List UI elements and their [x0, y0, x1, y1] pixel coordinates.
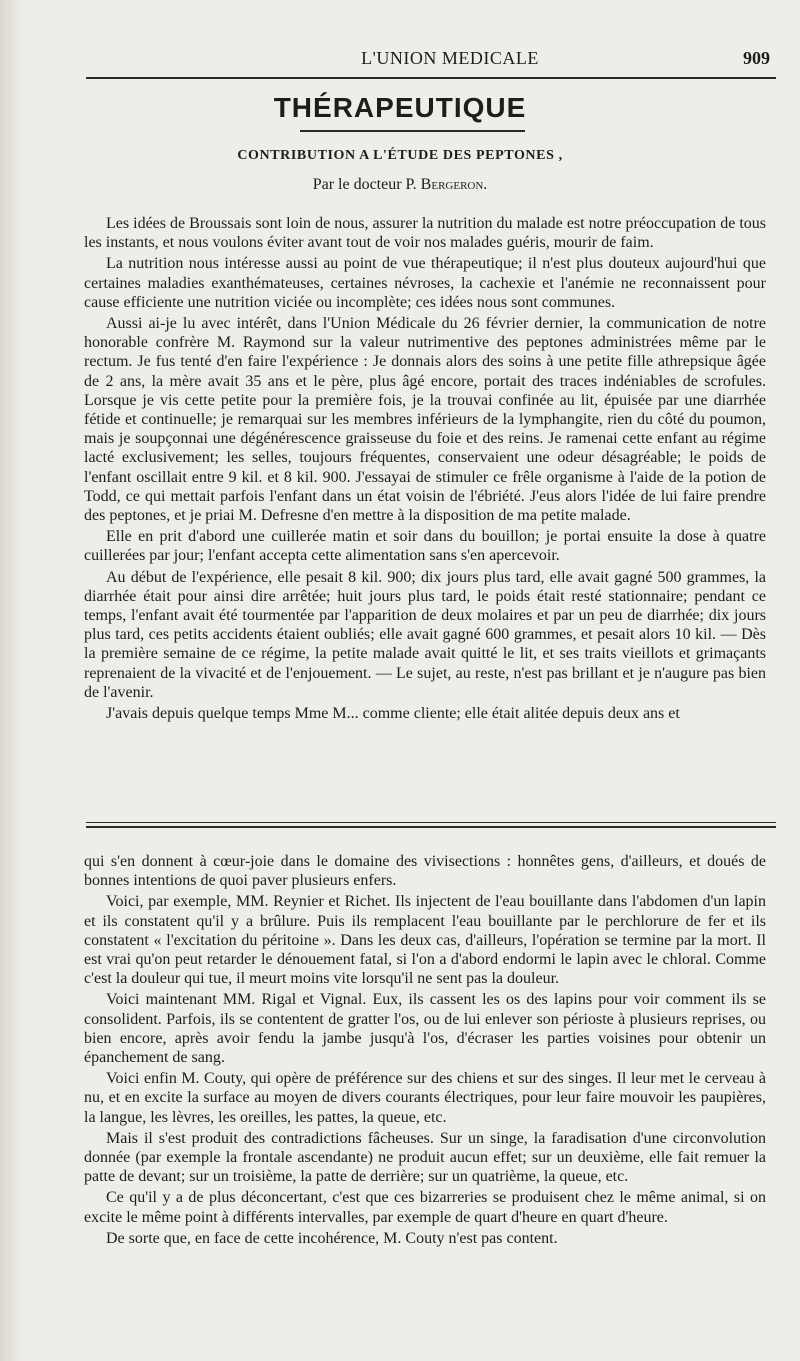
paragraph: Voici maintenant MM. Rigal et Vignal. Eux, ils cassent les os des lapins pour voir comment ils se consolident. Parfois, ils se contentent de gratter l'os, ou de lui enlever son périoste à plusieurs reprises, ou bien encore, après avoir fendu la jambe jusqu'à l'os, d'écraser les parties voisines pour obtenir un épanchement de sang.: [84, 991, 766, 1067]
journal-title: L'UNION MEDICALE: [361, 48, 539, 68]
header-rule: [86, 77, 776, 79]
running-header: [90, 40, 780, 80]
paragraph: Voici enfin M. Couty, qui opère de préférence sur des chiens et sur des singes. Il leur met le cerveau à nu, et en excite la surface au moyen de divers courants électriques, pour leur faire mouvoir les paupières, la langue, les lèvres, les oreilles, les pattes, la queue, etc.: [84, 1070, 766, 1126]
author-name: Bergeron.: [420, 176, 488, 193]
section-rule: [300, 130, 525, 132]
paragraph: La nutrition nous intéresse aussi au point de vue thérapeutique; il n'est plus douteux aujourd'hui que certaines maladies exanthémateuses, certaines névroses, la cachexie et l'anémie ne reconnaissent pour cause efficiente une nutrition viciée ou incomplète; ces idées nous sont communes.: [84, 255, 766, 311]
paragraph: Au début de l'expérience, elle pesait 8 kil. 900; dix jours plus tard, elle avait gagné 500 grammes, la diarrhée était pour ainsi dire arrêtée; huit jours plus tard, le poids était resté stationnaire; pendant ce temps, l'enfant avait été tourmentée par l'apparition de deux molaires et par un peu de diarrhée; dix jours plus tard, ces petits accidents étaient oubliés; elle avait gagné 600 grammes, et pesait alors 10 kil. — Dès la première semaine de ce régime, la petite malade avait quitté le lit, et ses traits vieillots et grimaçants reprenaient de la vivacité et de l'enjouement. — Le sujet, au reste, n'est pas brillant et je n'augure pas bien de l'avenir.: [84, 568, 766, 701]
page-edge-shadow: [0, 0, 22, 1361]
paragraph: Voici, par exemple, MM. Reynier et Richet. Ils injectent de l'eau bouillante dans l'abdomen d'un lapin et ils constatent qu'il y a brûlure. Puis ils remplacent l'eau bouillante par le perchlorure de fer et ils constatent « l'excitation du péritoine ». Dans les deux cas, d'ailleurs, l'opération se termine par la mort. Il est vrai qu'on peut retarder le dénouement fatal, si l'on a d'abord endormi le lapin avec le chloral. Comme c'est la douleur qui tue, il meurt moins vite lorsqu'il ne sent pas la douleur.: [84, 893, 766, 988]
byline-prefix: Par le docteur P.: [312, 176, 417, 193]
section-title: THÉRAPEUTIQUE: [273, 92, 527, 123]
article-title: CONTRIBUTION A L'ÉTUDE DES PEPTONES ,: [237, 148, 563, 163]
feuilleton-text: [84, 852, 766, 1250]
paragraph: qui s'en donnent à cœur-joie dans le domaine des vivisections : honnêtes gens, d'ailleurs, et doués de bonnes intentions de quoi paver plusieurs enfers.: [84, 853, 766, 890]
paragraph: Elle en prit d'abord une cuillerée matin et soir dans du bouillon; je portai ensuite la dose à quatre cuillerées par jour; l'enfant accepta cette alimentation sans s'en apercevoir.: [84, 528, 766, 565]
paragraph: Mais il s'est produit des contradictions fâcheuses. Sur un singe, la faradisation d'une circonvolution donnée (par exemple la frontale ascendante) ne produit aucun effet; sur un deuxième, elle fait remuer la patte de devant; sur un troisième, la patte de derrière; sur un quatrième, la queue, etc.: [84, 1129, 766, 1186]
main-article-text: [84, 214, 766, 725]
paragraph: Les idées de Broussais sont loin de nous, assurer la nutrition du malade est notre préoccupation de tous les instants, et nous voulons éviter avant tout de voir nos malades guéris, mourir de faim.: [84, 215, 766, 252]
byline: [0, 176, 800, 194]
page-number: 909: [743, 48, 770, 68]
paragraph: Aussi ai-je lu avec intérêt, dans l'Union Médicale du 26 février dernier, la communication de notre honorable confrère M. Raymond sur la valeur nutrimentive des peptones administrées même par le rectum. Je fus tenté d'en faire l'expérience : Je donnais alors des soins à une petite fille athrepsique âgée de 2 ans, la mère avait 35 ans et le père, plus âgé encore, portait des traces indéniables de scrofules. Lorsque je vis cette petite pour la première fois, je la trouvai confinée au lit, épuisée par une diarrhée fétide et continuelle; je remarquai sur les membres inférieurs de la lymphangite, rien du côté du poumon, mais je soupçonnai une dégénérescence graisseuse du foie et des reins. Je ramenai cette enfant au régime lacté exclusivement; les selles, toujours fréquentes, conservaient une odeur désagréable; le poids de l'enfant oscillait entre 9 kil. et 8 kil. 900. J'essayai de stimuler ce frêle organisme à l'aide de la potion de Todd, ce qui mettait parfois l'enfant dans un état voisin de l'ébriété. J'eus alors l'idée de lui faire prendre des peptones, et je priai M. Defresne d'en mettre à la disposition de ma petite malade.: [84, 315, 766, 525]
paragraph: De sorte que, en face de cette incohérence, M. Couty n'est pas content.: [106, 1229, 558, 1247]
paragraph: Ce qu'il y a de plus déconcertant, c'est que ces bizarreries se produisent chez le même animal, si on excite le même point à différents intervalles, par exemple de quart d'heure en quart d'heure.: [84, 1189, 766, 1226]
paragraph: J'avais depuis quelque temps Mme M... comme cliente; elle était alitée depuis deux ans et: [106, 705, 680, 723]
feuilleton-divider: [86, 822, 776, 828]
